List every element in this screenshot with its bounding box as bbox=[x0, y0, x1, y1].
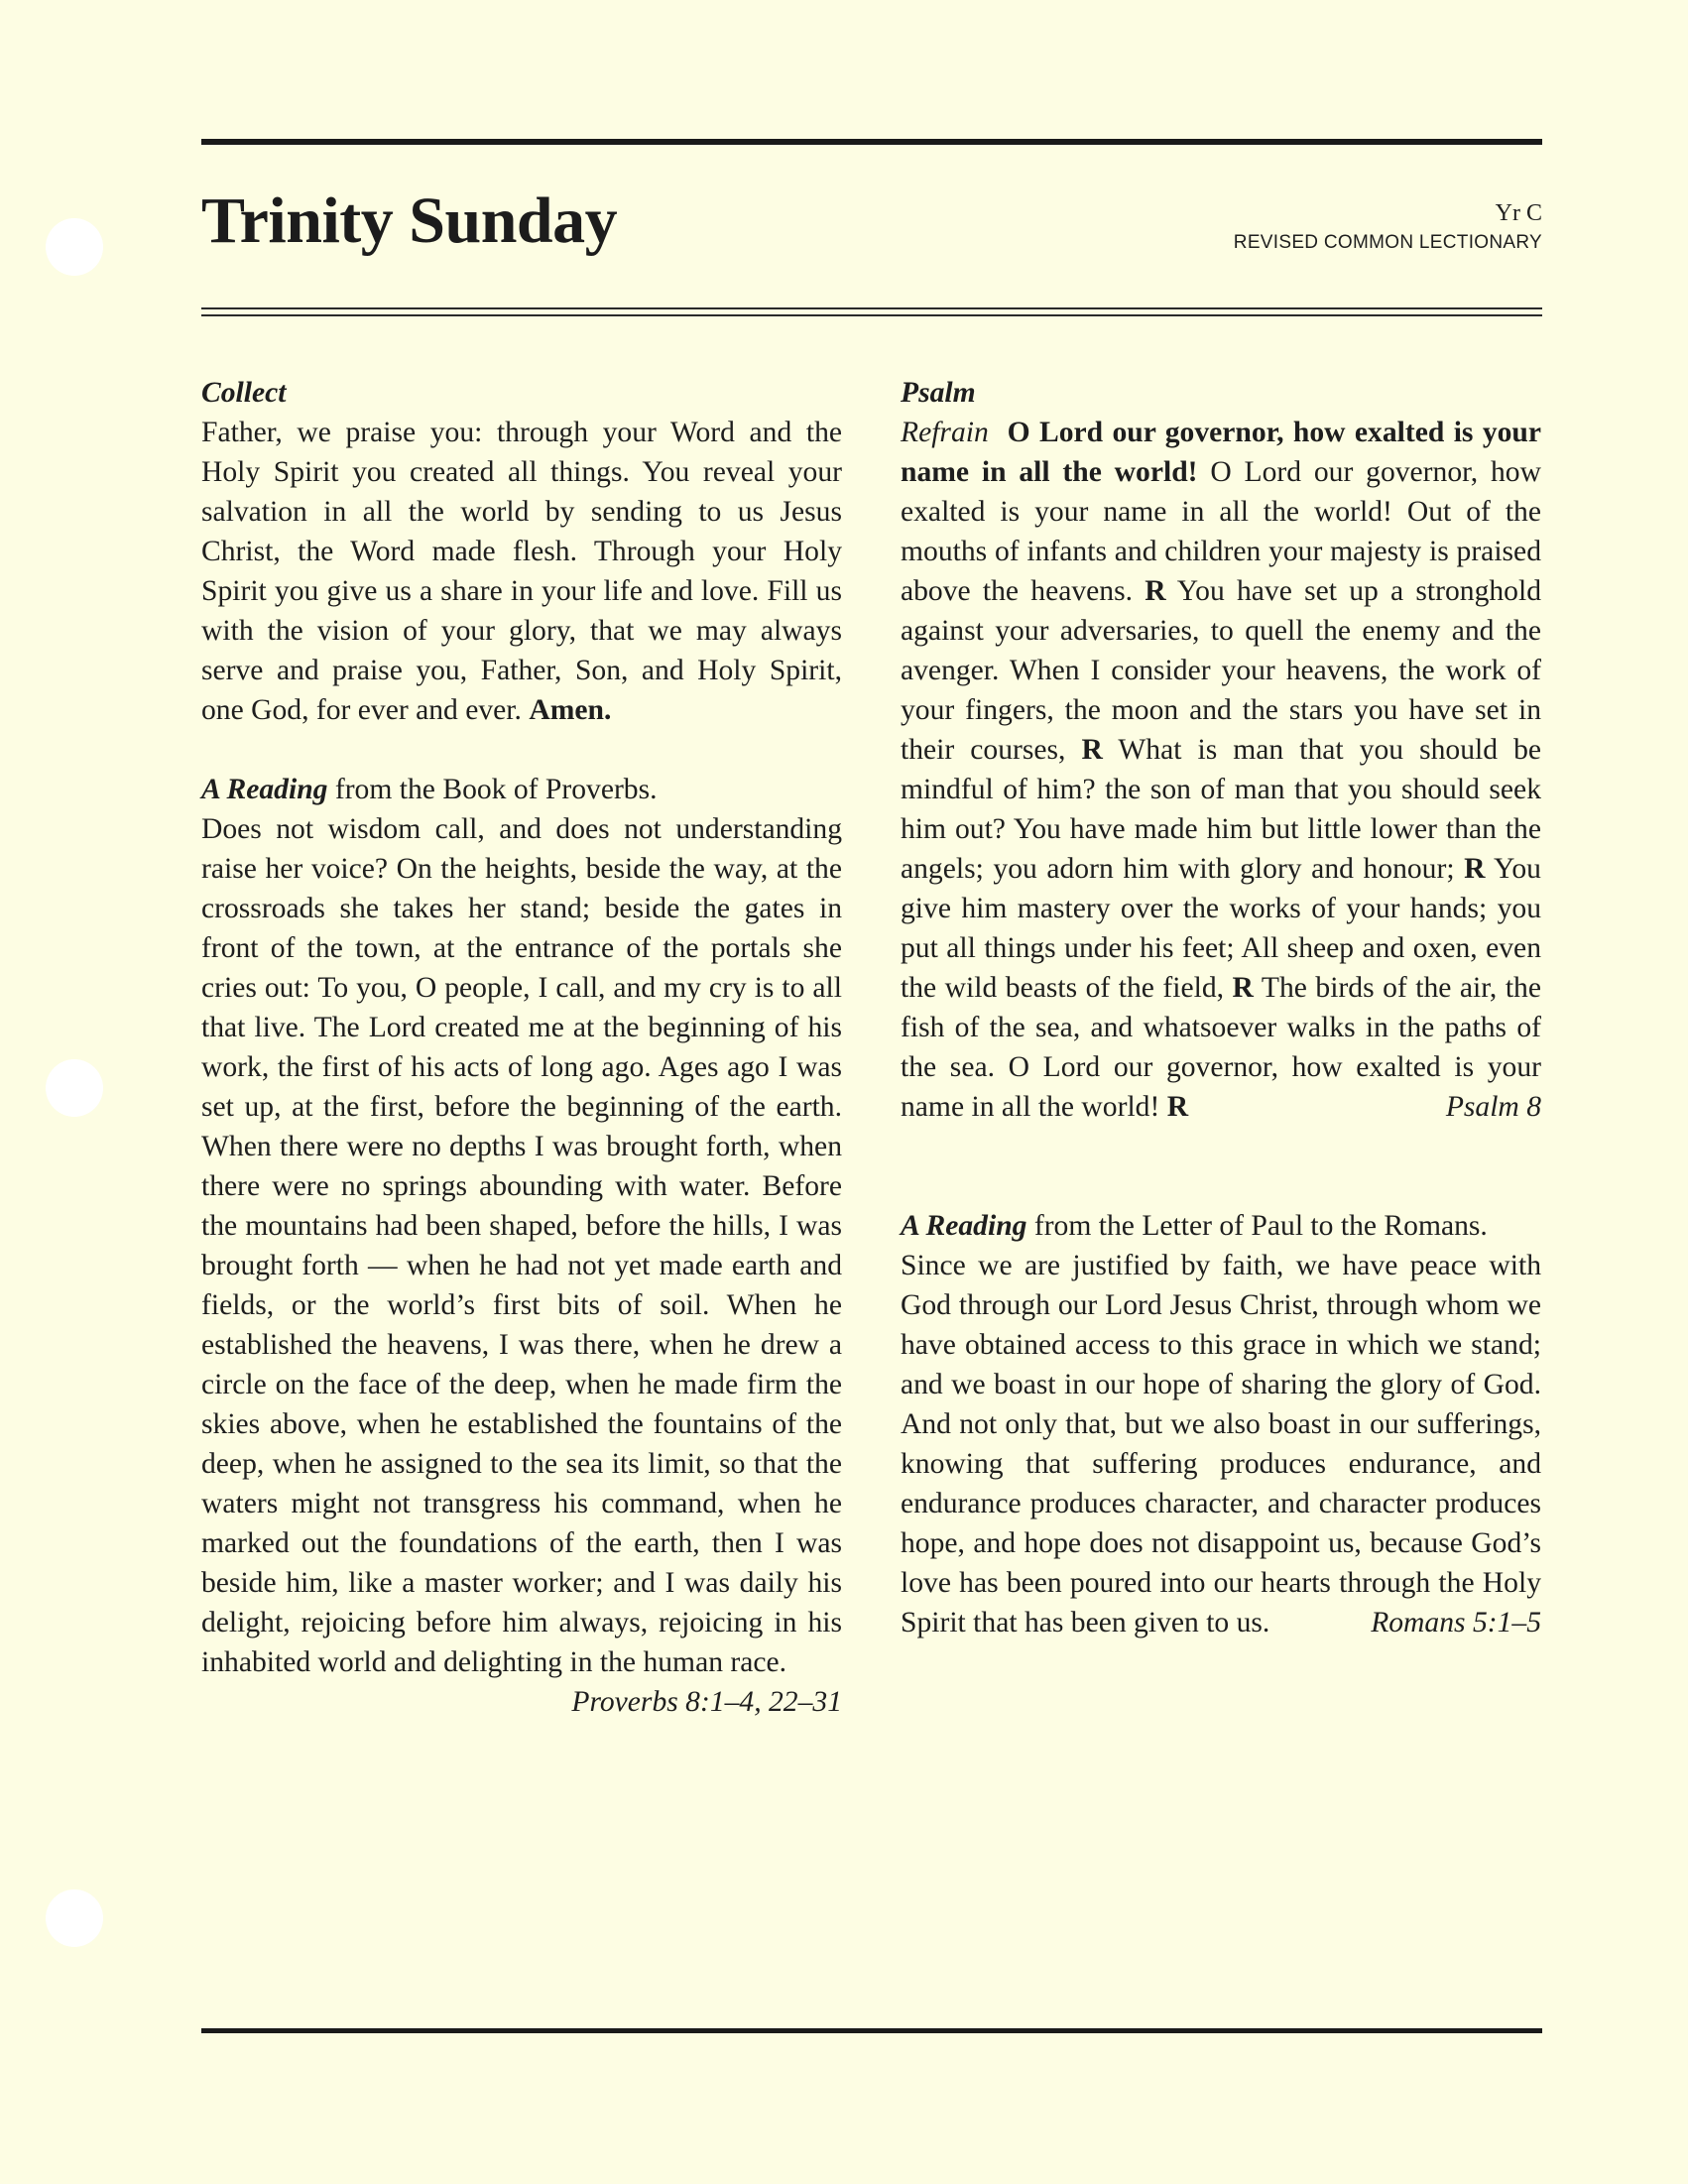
first-reading-citation: Proverbs 8:1–4, 22–31 bbox=[571, 1686, 842, 1718]
psalm-text bbox=[901, 413, 1541, 1127]
first-reading-source: from the Book of Proverbs. bbox=[327, 774, 658, 805]
collect-amen: Amen. bbox=[529, 694, 612, 726]
psalm-part-3: What is man that you should be mindful of him? the son of man that you should seek him out? You have made him but little lower than the angels; you adorn him with glory and honour; bbox=[901, 734, 1541, 885]
collect-text bbox=[201, 413, 842, 730]
lectionary-label: REVISED COMMON LECTIONARY bbox=[1233, 232, 1542, 253]
bottom-rule bbox=[201, 2028, 1542, 2033]
response-marker: R bbox=[1464, 853, 1486, 885]
psalm-heading: Psalm bbox=[901, 377, 976, 409]
second-reading-source: from the Letter of Paul to the Romans. bbox=[1026, 1210, 1488, 1242]
second-reading-label: A Reading bbox=[901, 1210, 1027, 1242]
second-reading-intro bbox=[901, 1206, 1541, 1246]
first-reading-intro bbox=[201, 770, 842, 809]
year-label: Yr C bbox=[1495, 200, 1542, 226]
second-reading-citation: Romans 5:1–5 bbox=[1371, 1607, 1541, 1638]
response-marker: R bbox=[1081, 734, 1103, 766]
psalm-part-2: You have set up a stronghold against your adversaries, to quell the enemy and the avenger. When I consider your heavens, the work of your fingers, the moon and the stars you have set in their courses, bbox=[901, 575, 1541, 766]
response-marker: R bbox=[1232, 972, 1254, 1004]
left-column bbox=[201, 373, 842, 1722]
refrain-text: O Lord our governor, how exalted is your name in all the world! bbox=[901, 417, 1542, 488]
first-reading-text bbox=[201, 809, 842, 1718]
response-marker: R bbox=[1145, 575, 1166, 607]
header-double-rule bbox=[201, 307, 1542, 316]
psalm-part-4: You give him mastery over the works of your hands; you put all things under his feet; All sheep and oxen, even the wild beasts of the field, bbox=[901, 853, 1541, 1004]
second-reading-body: Since we are justified by faith, we have peace with God through our Lord Jesus Christ, through whom we have obtained access to this grace in which we stand; and we boast in our hope of sharing the glory of God. And not only that, but we also boast in our sufferings, knowing that suffering produces endurance, and endurance produces character, and character produces hope, and hope does not disappoint us, because God’s love has been poured into our hearts through the Holy Spirit that has been given to us. bbox=[901, 1250, 1541, 1638]
psalm-part-5: The birds of the air, the fish of the sea, and whatsoever walks in the paths of the sea. O Lord our governor, how exalted is your name in all the world! bbox=[901, 972, 1541, 1123]
response-marker: R bbox=[1166, 1091, 1189, 1123]
refrain-label: Refrain bbox=[901, 417, 989, 448]
second-reading-text bbox=[901, 1246, 1541, 1642]
first-reading-label: A Reading bbox=[201, 774, 328, 805]
binder-hole-top bbox=[46, 218, 103, 276]
psalm-citation: Psalm 8 bbox=[1445, 1091, 1541, 1123]
psalm-part-1: O Lord our governor, how exalted is your name in all the world! Out of the mouths of infants and children your majesty is praised above the heavens. bbox=[901, 456, 1541, 607]
collect-body: Father, we praise you: through your Word and the Holy Spirit you created all things. You reveal your salvation in all the world by sending to us Jesus Christ, the Word made flesh. Through your Holy Spirit you give us a share in your life and love. Fill us with the vision of your glory, that we may always serve and praise you, Father, Son, and Holy Spirit, one God, for ever and ever. bbox=[201, 417, 842, 726]
right-column bbox=[901, 373, 1541, 1642]
page-title: Trinity Sunday bbox=[201, 184, 618, 257]
top-rule bbox=[201, 139, 1542, 145]
binder-hole-bottom bbox=[46, 1889, 103, 1947]
binder-hole-middle bbox=[46, 1059, 103, 1117]
collect-heading: Collect bbox=[201, 377, 287, 409]
header-meta bbox=[1234, 198, 1542, 258]
first-reading-body: Does not wisdom call, and does not understanding raise her voice? On the heights, beside the way, at the crossroads she takes her stand; beside the gates in front of the town, at the entrance of the portals she cries out: To you, O people, I call, and my cry is to all that live. The Lord created me at the beginning of his work, the first of his acts of long ago. Ages ago I was set up, at the first, before the beginning of the earth. When there were no depths I was brought forth, when there were no springs abounding with water. Before the mountains had been shaped, before the hills, I was brought forth — when he had not yet made earth and fields, or the world’s first bits of soil. When he established the heavens, I was there, when he drew a circle on the face of the deep, when he made firm the skies above, when he established the fountains of the deep, when he assigned to the sea its limit, so that the waters might not transgress his command, when he marked out the foundations of the earth, then I was beside him, like a master worker; and I was daily his delight, rejoicing before him always, rejoicing in his inhabited world and delighting in the human race. bbox=[201, 813, 842, 1678]
